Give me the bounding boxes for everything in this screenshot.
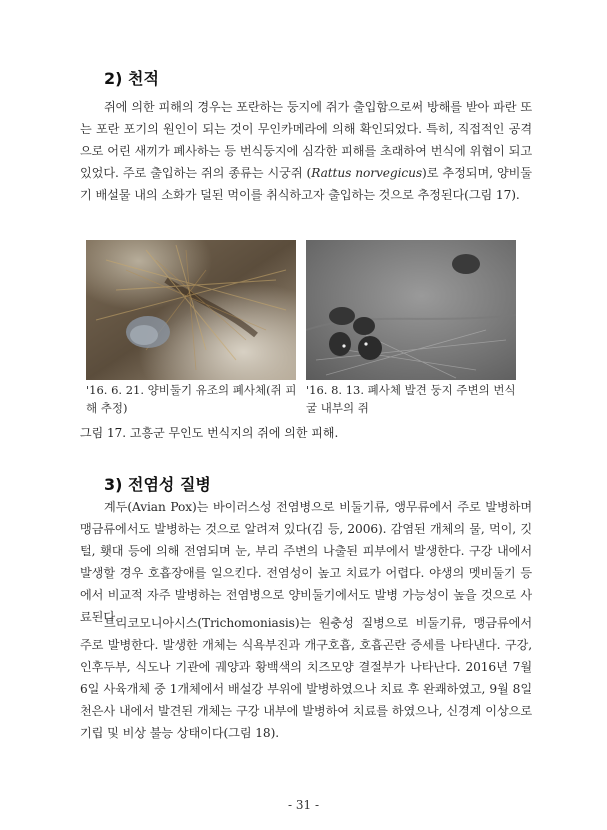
photo-rats-in-burrow xyxy=(306,240,516,380)
paragraph-rat-damage-part1: 쥐에 의한 피해의 경우는 포란하는 둥지에 쥐가 출입함으로써 방해를 받아 파란 또는 포란 포기의 원인이 되는 것이 무인카메라에 의해 확인되었다. 특히, 직접적인 공격으로 어린 새끼가 폐사하는 등 번식둥지에 심각한 피해를 초래하여 번식에 위협이 되고 있었다. 주로 출입하는 쥐의 종류는 시궁쥐 ( xyxy=(80,100,532,180)
species-name: Rattus norvegicus xyxy=(311,166,423,180)
section-heading-infectious-disease: 3) 전염성 질병 xyxy=(104,475,211,494)
photo-dead-chick xyxy=(86,240,296,380)
section-heading-natural-enemies: 2) 천적 xyxy=(104,69,159,88)
figure-caption: 그림 17. 고흥군 무인도 번식지의 쥐에 의한 피해. xyxy=(80,426,339,440)
paragraph-rat-damage-part2: )로 추정되며, 양비둘기 배설물 내의 소화가 덜된 먹이를 취식하고자 출입하는 것으로 추정된다(그림 17). xyxy=(80,166,532,202)
paragraph-trichomoniasis: 트리코모니아시스(Trichomoniasis)는 원충성 질병으로 비둘기류, 맹금류에서 주로 발병한다. 발생한 개체는 식욕부진과 개구호흡, 호흡곤란 증세를 나타낸다. 구강, 인후두부, 식도나 기관에 궤양과 황백색의 치즈모양 결절부가 나타난다. 2016년 7월 6일 사육개체 중 1개체에서 배설강 부위에 발병하였으나 치료 후 완쾌하였고, 9월 8일 천은사 내에서 발견된 개체는 구강 내부에 발병하여 치료를 하였으나, 신경계 이상으로 기립 및 비상 불능 상태이다(그림 18). xyxy=(80,616,532,740)
photo-caption-right: '16. 8. 13. 폐사체 발견 둥지 주변의 번식 굴 내부의 쥐 xyxy=(306,383,516,415)
photo-caption-left: '16. 6. 21. 양비둘기 유조의 폐사체(쥐 피해 추정) xyxy=(86,383,297,415)
paragraph-avian-pox: 계두(Avian Pox)는 바이러스성 전염병으로 비둘기류, 앵무류에서 주로 발병하며 맹금류에서도 발병하는 것으로 알려져 있다(김 등, 2006). 감염된 개체의 물, 먹이, 깃털, 횃대 등에 의해 전염되며 눈, 부리 주변의 나출된 피부에서 발생한다. 구강 내에서 발생할 경우 호흡장애를 일으킨다. 전염성이 높고 치료가 어렵다. 야생의 멧비둘기 등에서 비교적 자주 발병하는 전염병으로 양비둘기에서도 발병 가능성이 높을 것으로 사료된다. xyxy=(80,500,532,624)
paragraph-rat-damage xyxy=(80,96,532,206)
page-number: - 31 - xyxy=(287,798,319,812)
